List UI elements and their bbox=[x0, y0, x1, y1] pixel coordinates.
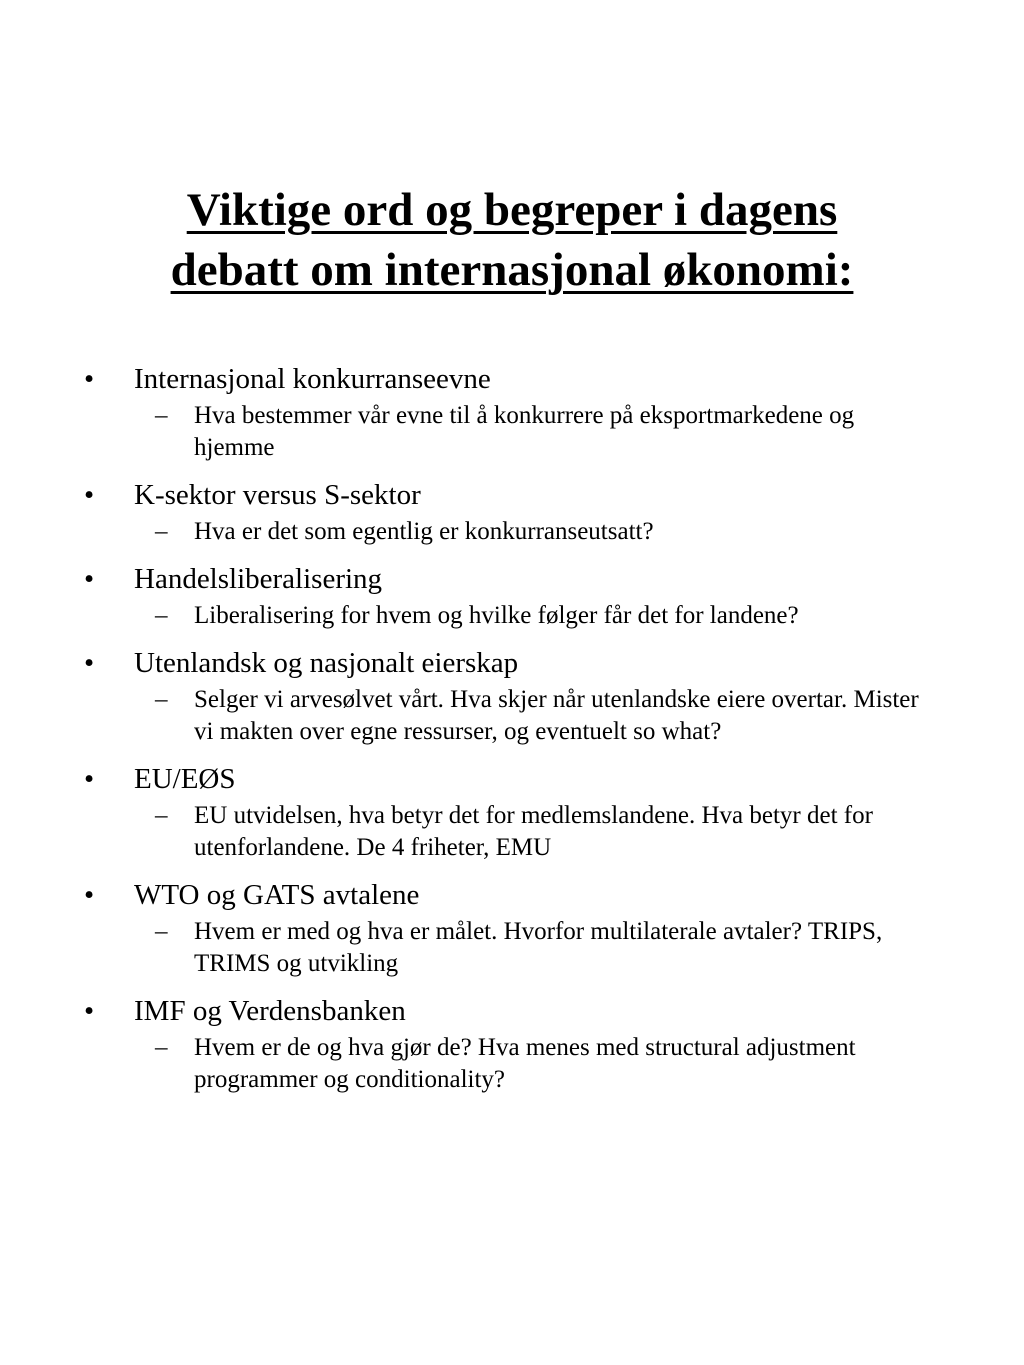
dash-icon: – bbox=[155, 802, 168, 829]
bullet-text: K-sektor versus S-sektor bbox=[134, 479, 421, 511]
bullet-icon: • bbox=[84, 763, 95, 795]
bullet-row bbox=[0, 876, 1024, 914]
bullet-icon: • bbox=[84, 647, 95, 679]
bullet-text: IMF og Verdensbanken bbox=[134, 995, 406, 1027]
dash-icon: – bbox=[155, 1034, 168, 1061]
list-item bbox=[0, 760, 1024, 864]
bullet-row bbox=[0, 360, 1024, 398]
bullet-icon: • bbox=[84, 479, 95, 511]
sub-text: Hvem er de og hva gjør de? Hva menes med structural adjustment programmer og conditionality? bbox=[194, 1034, 856, 1093]
bullet-row bbox=[0, 760, 1024, 798]
sub-list bbox=[0, 600, 1024, 632]
sub-item bbox=[0, 516, 1024, 548]
sub-item bbox=[0, 800, 1024, 864]
sub-list bbox=[0, 1032, 1024, 1096]
list-item bbox=[0, 360, 1024, 464]
sub-text: Hva bestemmer vår evne til å konkurrere på eksportmarkedene og hjemme bbox=[194, 402, 855, 461]
list-item bbox=[0, 560, 1024, 632]
slide-title bbox=[60, 180, 964, 300]
sub-item bbox=[0, 684, 1024, 748]
sub-list bbox=[0, 400, 1024, 464]
bullet-icon: • bbox=[84, 363, 95, 395]
bullet-text: Internasjonal konkurranseevne bbox=[134, 363, 491, 395]
sub-text: Hva er det som egentlig er konkurranseutsatt? bbox=[194, 518, 654, 545]
bullet-text: Utenlandsk og nasjonalt eierskap bbox=[134, 647, 519, 679]
sub-list bbox=[0, 684, 1024, 748]
bullet-row bbox=[0, 644, 1024, 682]
bullet-icon: • bbox=[84, 879, 95, 911]
bullet-icon: • bbox=[84, 563, 95, 595]
topic-list bbox=[0, 360, 1024, 1108]
dash-icon: – bbox=[155, 918, 168, 945]
sub-list bbox=[0, 916, 1024, 980]
list-item bbox=[0, 876, 1024, 980]
sub-text: Hvem er med og hva er målet. Hvorfor multilaterale avtaler? TRIPS, TRIMS og utvikling bbox=[194, 918, 883, 977]
sub-list bbox=[0, 800, 1024, 864]
sub-text: EU utvidelsen, hva betyr det for medlemslandene. Hva betyr det for utenforlandene. De 4 friheter, EMU bbox=[194, 802, 873, 861]
title-line-2: debatt om internasjonal økonomi: bbox=[170, 244, 854, 296]
bullet-row bbox=[0, 992, 1024, 1030]
bullet-text: Handelsliberalisering bbox=[134, 563, 383, 595]
sub-item bbox=[0, 916, 1024, 980]
bullet-text: EU/EØS bbox=[134, 763, 236, 795]
bullet-text: WTO og GATS avtalene bbox=[134, 879, 420, 911]
dash-icon: – bbox=[155, 602, 168, 629]
list-item bbox=[0, 992, 1024, 1096]
bullet-row bbox=[0, 476, 1024, 514]
list-item bbox=[0, 644, 1024, 748]
bullet-icon: • bbox=[84, 995, 95, 1027]
list-item bbox=[0, 476, 1024, 548]
sub-item bbox=[0, 400, 1024, 464]
sub-item bbox=[0, 1032, 1024, 1096]
title-line-1: Viktige ord og begreper i dagens bbox=[186, 184, 838, 236]
sub-item bbox=[0, 600, 1024, 632]
sub-list bbox=[0, 516, 1024, 548]
dash-icon: – bbox=[155, 686, 168, 713]
dash-icon: – bbox=[155, 518, 168, 545]
sub-text: Liberalisering for hvem og hvilke følger får det for landene? bbox=[194, 602, 799, 629]
dash-icon: – bbox=[155, 402, 168, 429]
bullet-row bbox=[0, 560, 1024, 598]
sub-text: Selger vi arvesølvet vårt. Hva skjer når utenlandske eiere overtar. Mister vi makten over egne ressurser, og eventuelt so what? bbox=[194, 686, 919, 745]
